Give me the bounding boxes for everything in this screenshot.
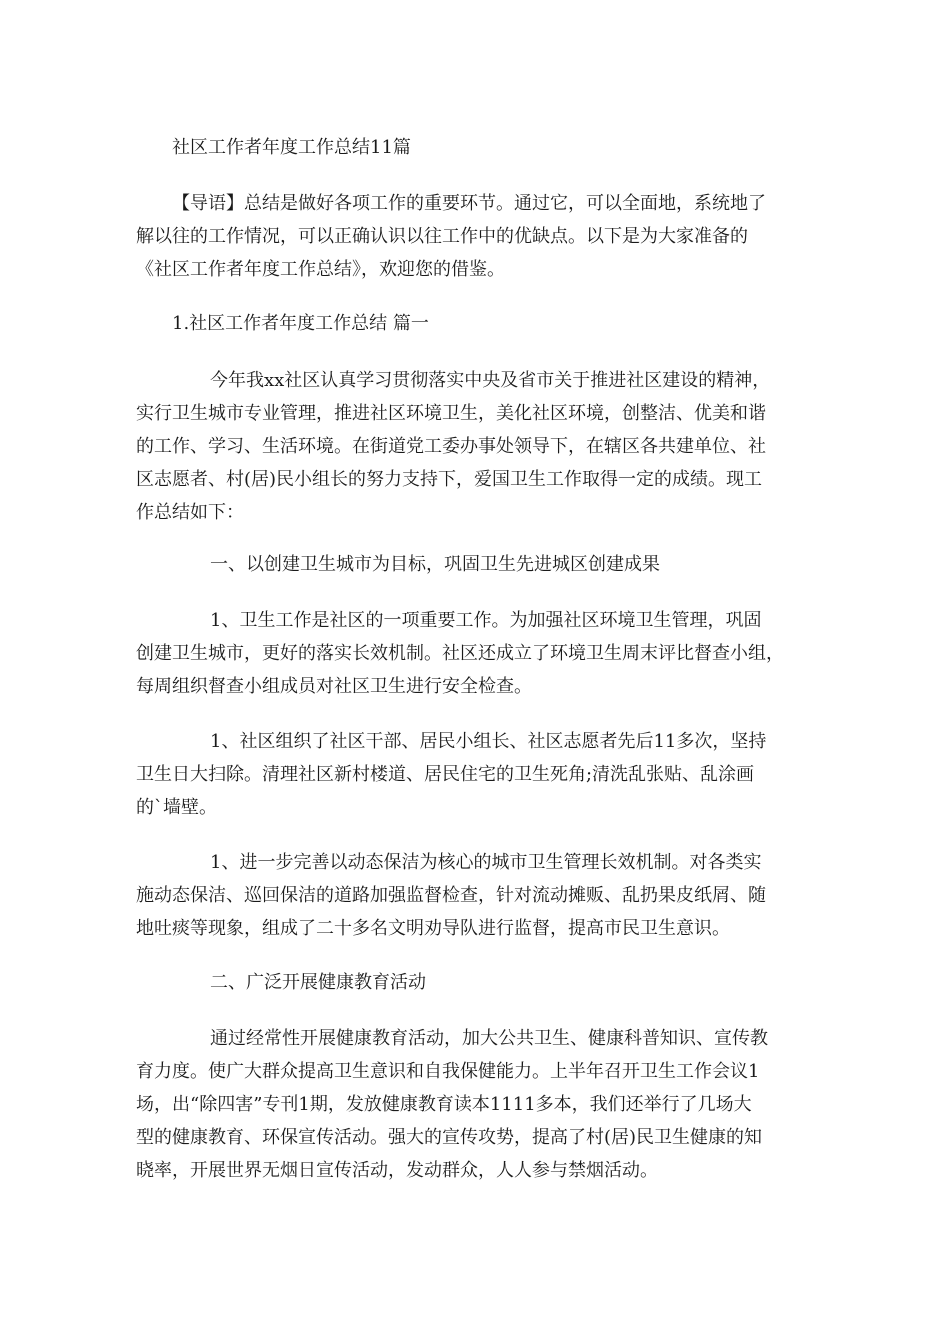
intro-line: 《社区工作者年度工作总结》，欢迎您的借鉴。: [136, 259, 505, 280]
paragraph-line: 育力度。使广大群众提高卫生意识和自我保健能力。上半年召开卫生工作会议1: [136, 1061, 760, 1082]
paragraph-line: 晓率，开展世界无烟日宣传活动，发动群众，人人参与禁烟活动。: [136, 1160, 658, 1181]
intro-line: 解以往的工作情况，可以正确认识以往工作中的优缺点。以下是为大家准备的: [136, 226, 748, 247]
paragraph-line: 的工作、学习、生活环境。在街道党工委办事处领导下，在辖区各共建单位、社: [136, 436, 766, 457]
document-title: [136, 131, 826, 164]
paragraph-line: 型的健康教育、环保宣传活动。强大的宣传攻势，提高了村(居)民卫生健康的知: [136, 1127, 763, 1148]
paragraph-line: 1、社区组织了社区干部、居民小组长、社区志愿者先后11多次，坚持: [210, 731, 767, 752]
paragraph-line: 场，出“除四害”专刊1期，发放健康教育读本1111多本，我们还举行了几场大: [136, 1094, 752, 1115]
paragraph-line: 区志愿者、村(居)民小组长的努力支持下，爱国卫生工作取得一定的成绩。现工: [136, 469, 763, 490]
paragraph-line: 通过经常性开展健康教育活动，加大公共卫生、健康科普知识、宣传教: [210, 1028, 768, 1049]
paragraph-line: 卫生日大扫除。清理社区新村楼道、居民住宅的卫生死角;清洗乱张贴、乱涂画: [136, 764, 755, 785]
paragraph-line: 施动态保洁、巡回保洁的道路加强监督检查，针对流动摊贩、乱扔果皮纸屑、随: [136, 885, 766, 906]
body-paragraph: [136, 1022, 826, 1187]
paragraph-line: 的`墙壁。: [136, 797, 217, 818]
paragraph-line: 今年我xx社区认真学习贯彻落实中央及省市关于推进社区建设的精神，: [210, 370, 771, 391]
paragraph-line: 地吐痰等现象，组成了二十多名文明劝导队进行监督，提高市民卫生意识。: [136, 918, 730, 939]
body-paragraph: [136, 364, 826, 529]
intro-line: 【导语】总结是做好各项工作的重要环节。通过它，可以全面地，系统地了: [172, 193, 766, 214]
title-text: 社区工作者年度工作总结11篇: [172, 137, 411, 158]
intro-paragraph: [136, 187, 826, 286]
subheading-text: 一、以创建卫生城市为目标，巩固卫生先进城区创建成果: [210, 554, 660, 575]
paragraph-line: 1、卫生工作是社区的一项重要工作。为加强社区环境卫生管理，巩固: [210, 610, 762, 631]
body-paragraph: [136, 604, 826, 703]
paragraph-line: 1、进一步完善以动态保洁为核心的城市卫生管理长效机制。对各类实: [210, 852, 762, 873]
subheading-text: 二、广泛开展健康教育活动: [210, 972, 426, 993]
paragraph-line: 创建卫生城市，更好的落实长效机制。社区还成立了环境卫生周末评比督查小组，: [136, 643, 784, 664]
subheading-two: [136, 966, 826, 999]
section-heading: [136, 307, 826, 340]
section-heading-text: 1.社区工作者年度工作总结 篇一: [172, 313, 429, 334]
paragraph-line: 每周组织督查小组成员对社区卫生进行安全检查。: [136, 676, 532, 697]
body-paragraph: [136, 725, 826, 824]
paragraph-line: 作总结如下：: [136, 502, 244, 523]
subheading-one: [136, 548, 826, 581]
paragraph-line: 实行卫生城市专业管理，推进社区环境卫生，美化社区环境，创整洁、优美和谐: [136, 403, 766, 424]
body-paragraph: [136, 846, 826, 945]
